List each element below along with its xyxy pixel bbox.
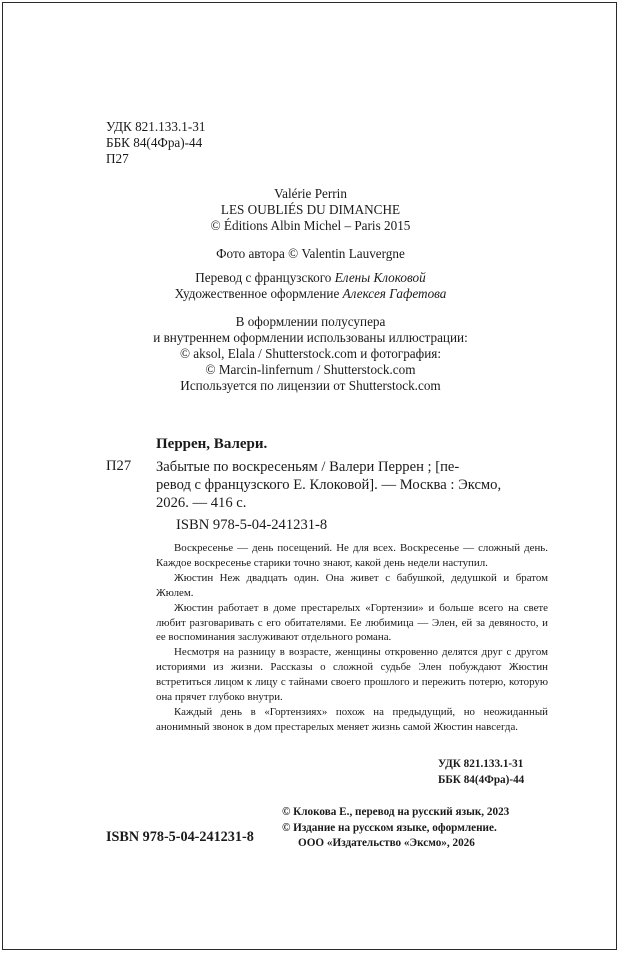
- udk-code: УДК 821.133.1-31: [106, 119, 206, 134]
- original-author: Valérie Perrin: [274, 186, 347, 201]
- design-prefix: Художественное оформление: [174, 286, 343, 301]
- record-line: 2026. — 416 с.: [156, 495, 247, 511]
- annotation-paragraph: Жюстин работает в доме престарелых «Гортензии» и больше всего на свете любит разговаривать с его обитателями. Ее любимица — Элен, ей за девяносто, и ее воспоминания заслуживают отдельного романа.: [156, 601, 548, 644]
- record-heading: Перрен, Валери.: [156, 436, 268, 452]
- translation-prefix: Перевод с французского: [195, 270, 335, 285]
- copyrights-block: [282, 805, 509, 852]
- record-isbn: ISBN 978-5-04-241231-8: [176, 517, 328, 533]
- design-credit: [0, 286, 621, 302]
- annotation-paragraph: Несмотря на разницу в возрасте, женщины откровенно делятся друг с другом историями из жизни. Рассказы о сложной судьбе Элен побуждают Жюстин встретиться лицом к лицу с тайнами своего прошлого и пережить потерю, которую она прячет глубоко внутри.: [156, 646, 548, 704]
- author-mark: П27: [106, 151, 129, 166]
- copyright-line: ООО «Издательство «Эксмо», 2026: [298, 837, 475, 849]
- credits-block: [0, 270, 621, 302]
- illustrations-line: © Marcin-linfernum / Shutterstock.com: [205, 362, 416, 377]
- designer-name: Алексея Гафетова: [342, 286, 447, 301]
- annotation-paragraph: Каждый день в «Гортензиях» похож на предыдущий, но неожиданный анонимный звонок в дом престарелых меняет жизнь самой Жюстин навсегда.: [156, 705, 548, 733]
- illustrations-line: В оформлении полусупера: [235, 314, 386, 329]
- illustrations-line: © aksol, Elala / Shutterstock.com и фотография:: [179, 346, 441, 361]
- bbk-code-bottom: ББК 84(4Фра)-44: [438, 773, 525, 786]
- illustrations-block: [0, 314, 621, 394]
- record-mark: П27: [106, 458, 132, 474]
- illustrations-line: и внутреннем оформлении использованы иллюстрации:: [153, 330, 468, 345]
- classification-bottom: [438, 757, 548, 788]
- copyright-line: © Клокова Е., перевод на русский язык, 2023: [282, 806, 510, 818]
- record-line: Забытые по воскресеньям / Валери Перрен ; [пе-: [156, 459, 460, 475]
- translator-name: Елены Клоковой: [334, 270, 426, 285]
- annotation-paragraph: Воскресенье — день посещений. Не для всех. Воскресенье — сложный день. Каждое воскресенье старики точно знают, какой день недели наступил.: [156, 542, 548, 569]
- original-edition-block: [0, 186, 621, 234]
- record-line: ревод с французского Е. Клоковой]. — Москва : Эксмо,: [156, 477, 502, 493]
- photo-credit-text: Фото автора © Valentin Lauvergne: [216, 246, 405, 261]
- annotation: [156, 541, 548, 735]
- copyright-line: © Издание на русском языке, оформление.: [282, 821, 497, 834]
- illustrations-line: Используется по лицензии от Shutterstock.com: [180, 378, 441, 393]
- translation-credit: [0, 270, 621, 286]
- annotation-paragraph: Жюстин Неж двадцать один. Она живет с бабушкой, дедушкой и братом Жюлем.: [156, 571, 548, 599]
- isbn-bottom: ISBN 978-5-04-241231-8: [106, 829, 254, 845]
- record-description: [156, 458, 548, 512]
- photo-credit: [0, 246, 621, 262]
- original-copyright: © Éditions Albin Michel – Paris 2015: [210, 218, 411, 233]
- classification-block: [106, 119, 205, 167]
- original-title: LES OUBLIÉS DU DIMANCHE: [220, 202, 401, 217]
- bbk-code: ББК 84(4Фра)-44: [106, 135, 203, 150]
- udk-code-bottom: УДК 821.133.1-31: [438, 758, 524, 770]
